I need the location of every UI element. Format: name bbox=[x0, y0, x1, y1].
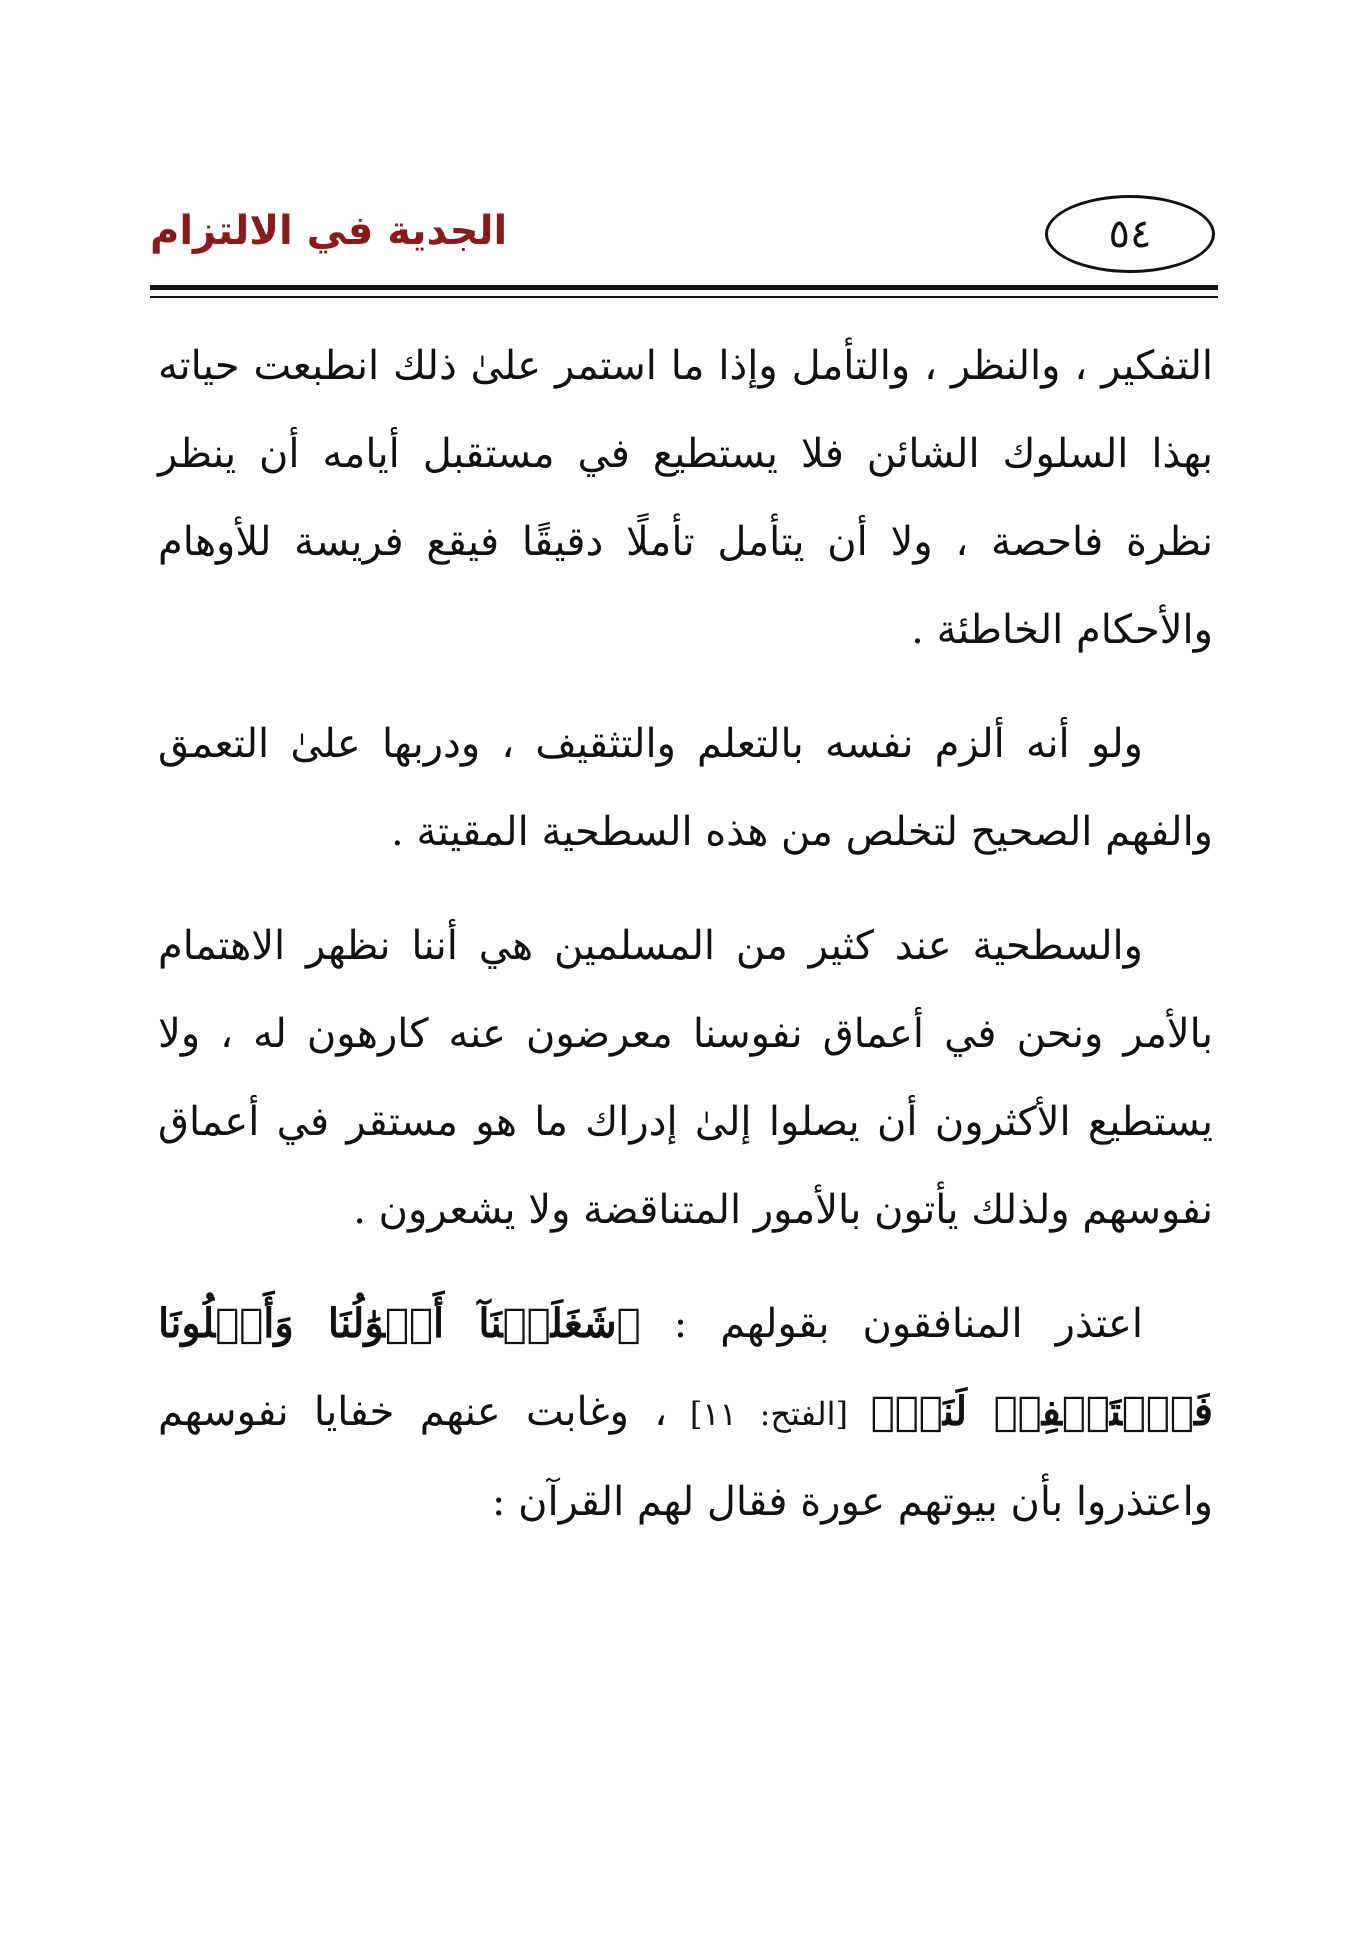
header-rule-thin bbox=[150, 296, 1218, 298]
body-text bbox=[158, 322, 1213, 1572]
header-rule-thick bbox=[150, 285, 1218, 290]
paragraph-3: والسطحية عند كثير من المسلمين هي أننا نظهر الاهتمام بالأمر ونحن في أعماق نفوسنا معرضون عنه كارهون له ، ولا يستطيع الأكثرون أن يصلوا إلىٰ إدراك ما هو مستقر في أعماق نفوسهم ولذلك يأتون بالأمور المتناقضة ولا يشعرون . bbox=[158, 923, 1213, 1233]
paragraph-4-intro: اعتذر المنافقون بقولهم : bbox=[640, 1301, 1143, 1347]
page-header bbox=[150, 195, 1215, 280]
running-title: الجدية في الالتزام bbox=[150, 208, 508, 254]
paragraph-4-rest: ، وغابت عنهم خفايا نفوسهم واعتذروا بأن بيوتهم عورة فقال لهم القرآن : bbox=[158, 1389, 1213, 1525]
paragraph-4 bbox=[158, 1280, 1213, 1546]
quran-verse: ﴿شَغَلَتۡنَآ أَمۡوَٰلُنَا وَأَهۡلُونَا فَٱسۡتَغۡفِرۡ لَنَاۚ﴾ bbox=[158, 1300, 1214, 1435]
verse-citation: [الفتح: ١١] bbox=[667, 1395, 871, 1433]
paragraph-1: التفكير ، والنظر ، والتأمل وإذا ما استمر علىٰ ذلك انطبعت حياته بهذا السلوك الشائن فلا يستطيع في مستقبل أيامه أن ينظر نظرة فاحصة ، ولا أن يتأمل تأملًا دقيقًا فيقع فريسة للأوهام والأحكام الخاطئة . bbox=[158, 343, 1213, 653]
page-number: ٥٤ bbox=[1045, 195, 1215, 273]
paragraph-2: ولو أنه ألزم نفسه بالتعلم والتثقيف ، ودربها علىٰ التعمق والفهم الصحيح لتخلص من هذه السطحية المقيتة . bbox=[158, 721, 1213, 855]
